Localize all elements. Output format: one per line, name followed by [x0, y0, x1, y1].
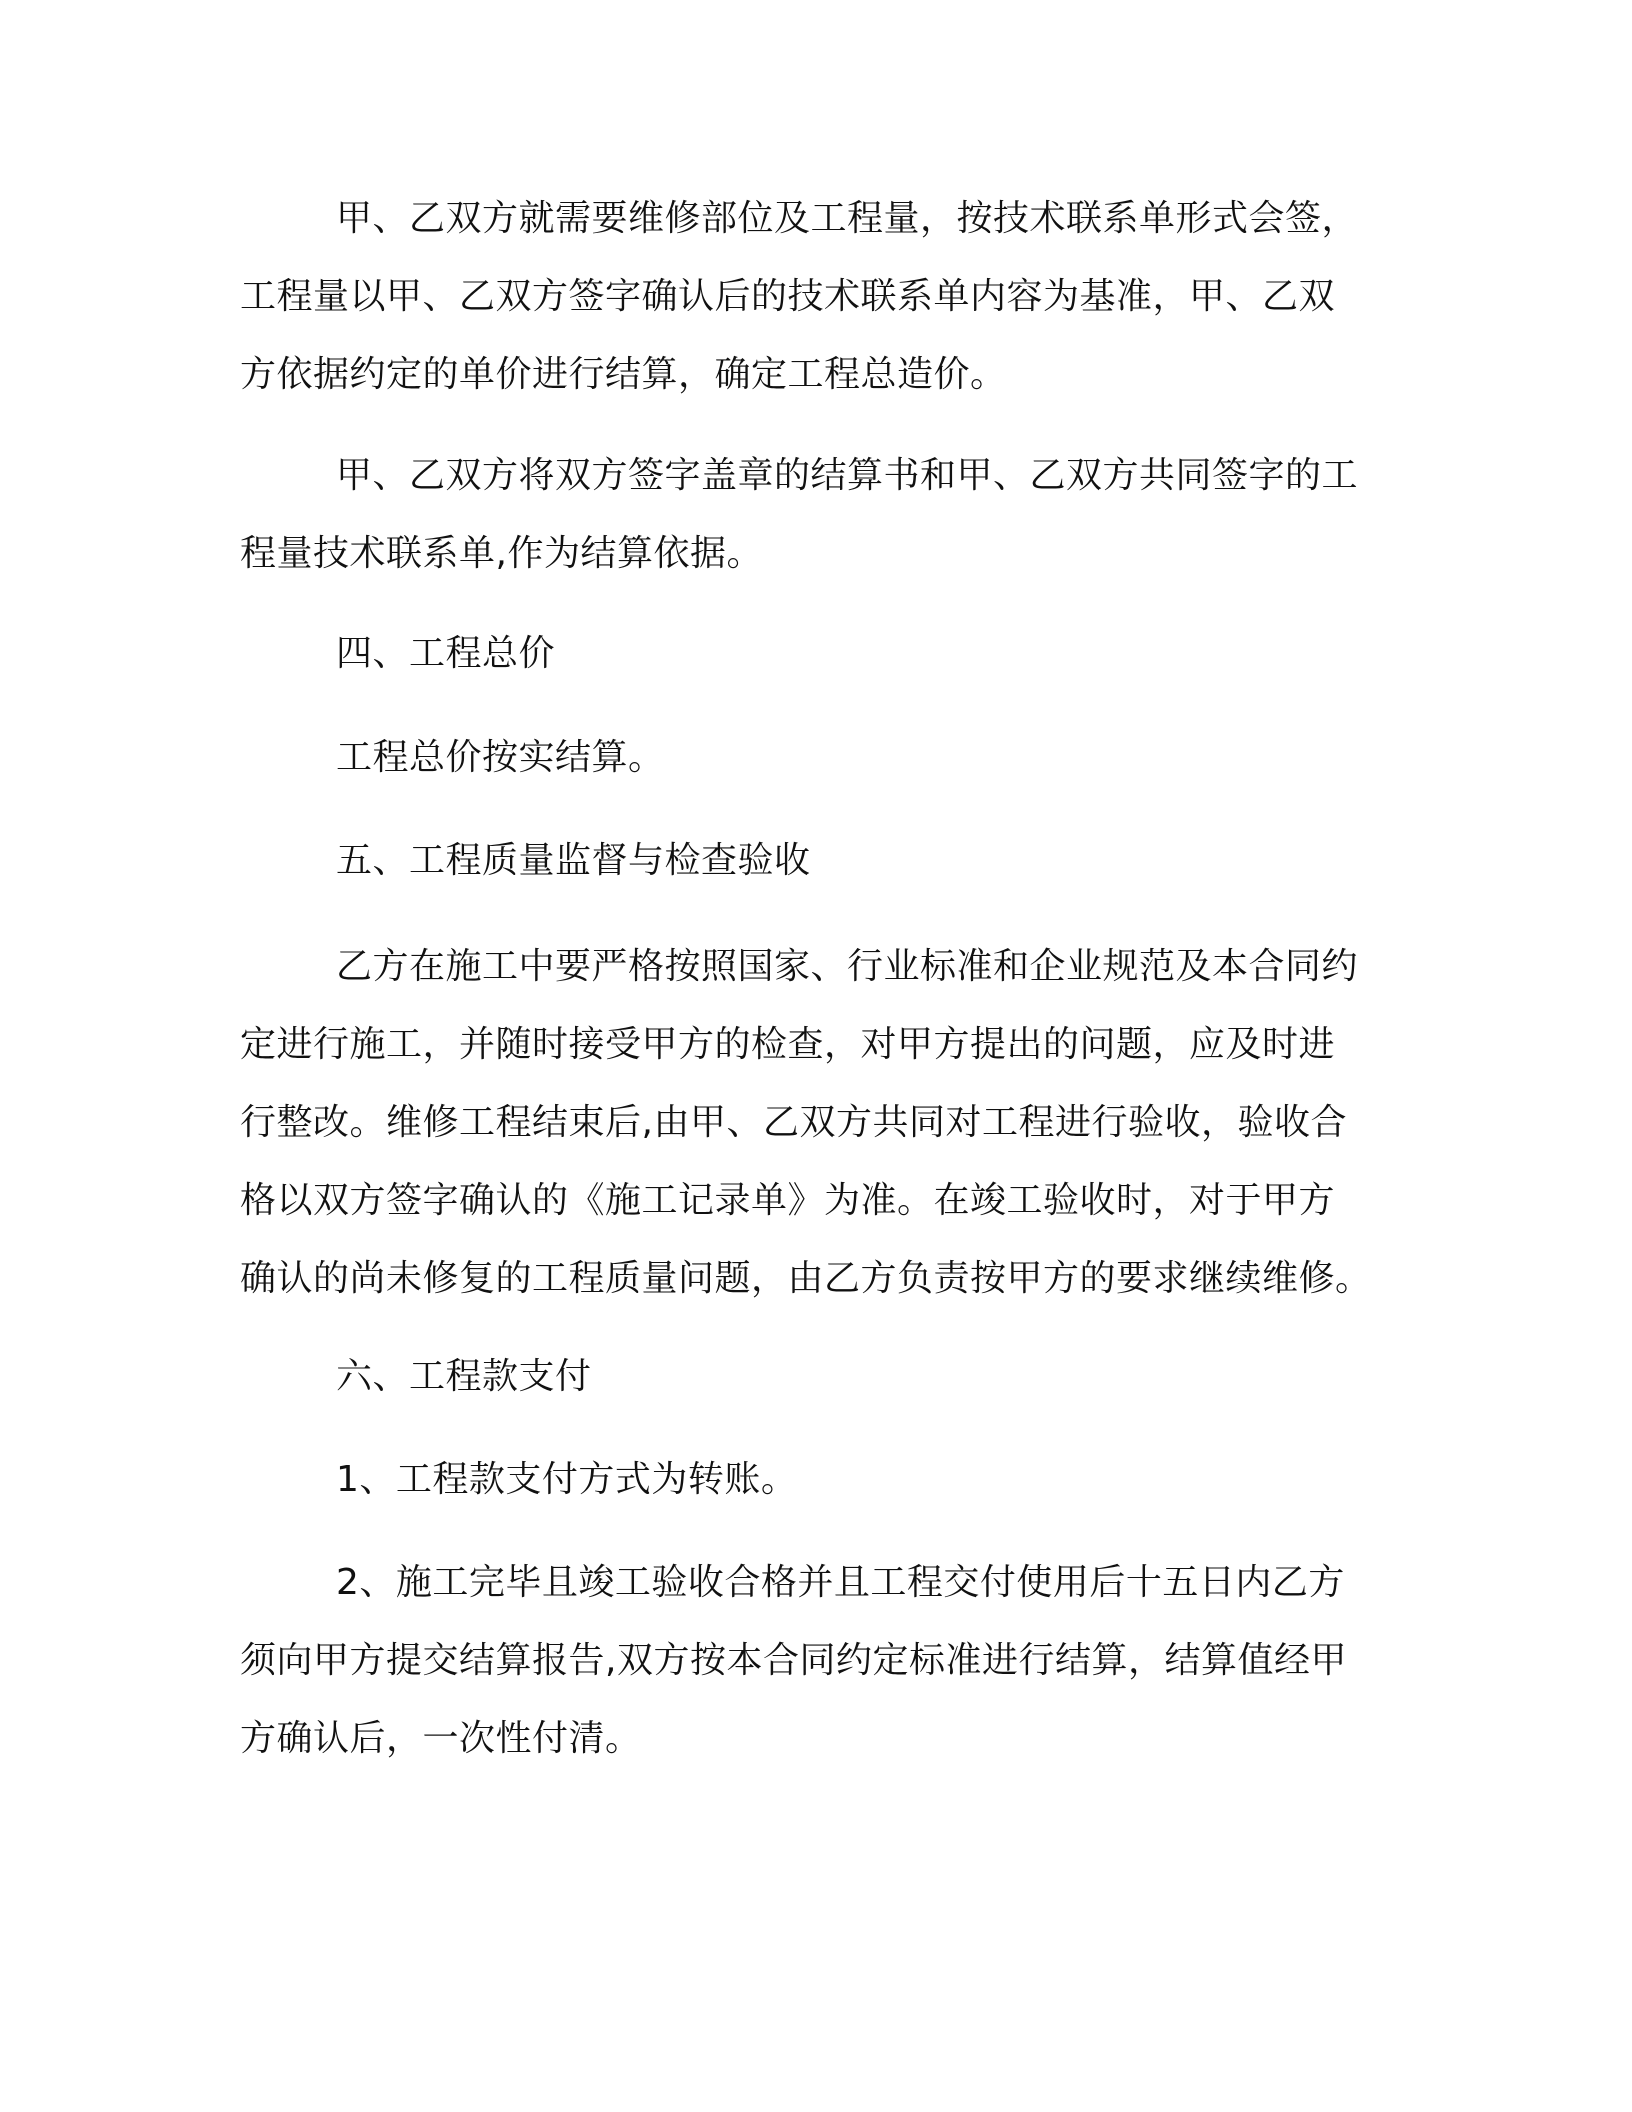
paragraph-settlement-documents	[240, 437, 1390, 593]
text-line: 确认的尚未修复的工程质量问题，由乙方负责按甲方的要求继续维修。	[240, 1258, 1372, 1299]
paragraph-quality-inspection	[240, 928, 1390, 1318]
paragraph-settlement-basis	[240, 180, 1390, 414]
text-line: 甲、乙双方就需要维修部位及工程量，按技术联系单形式会签，	[336, 198, 1359, 239]
text-line: 工程总价按实结算。	[336, 737, 665, 778]
section-heading-total-price	[240, 615, 1390, 693]
text-line: 行整改。维修工程结束后,由甲、乙双方共同对工程进行验收，验收合	[240, 1102, 1347, 1143]
text-line: 甲、乙双方将双方签字盖章的结算书和甲、乙双方共同签字的工	[336, 455, 1359, 496]
text-line: 须向甲方提交结算报告,双方按本合同约定标准进行结算，结算值经甲	[240, 1640, 1347, 1681]
text-line: 定进行施工，并随时接受甲方的检查，对甲方提出的问题，应及时进	[240, 1024, 1336, 1065]
heading-text: 五、工程质量监督与检查验收	[336, 840, 811, 881]
text-line: 2、施工完毕且竣工验收合格并且工程交付使用后十五日内乙方	[336, 1562, 1345, 1603]
text-line: 方依据约定的单价进行结算，确定工程总造价。	[240, 354, 1007, 395]
text-line: 程量技术联系单,作为结算依据。	[240, 533, 763, 574]
section-heading-payment	[240, 1338, 1390, 1416]
heading-text: 四、工程总价	[336, 633, 556, 674]
text-line: 方确认后，一次性付清。	[240, 1718, 642, 1759]
heading-text: 六、工程款支付	[336, 1356, 592, 1397]
paragraph-total-price	[240, 719, 1390, 797]
section-heading-quality-inspection	[240, 822, 1390, 900]
text-line: 格以双方签字确认的《施工记录单》为准。在竣工验收时，对于甲方	[240, 1180, 1336, 1221]
payment-item-2	[240, 1544, 1390, 1778]
text-line: 1、工程款支付方式为转账。	[336, 1459, 798, 1500]
text-line: 乙方在施工中要严格按照国家、行业标准和企业规范及本合同约	[336, 946, 1359, 987]
text-line: 工程量以甲、乙双方签字确认后的技术联系单内容为基准，甲、乙双	[240, 276, 1336, 317]
payment-item-1	[240, 1441, 1390, 1519]
